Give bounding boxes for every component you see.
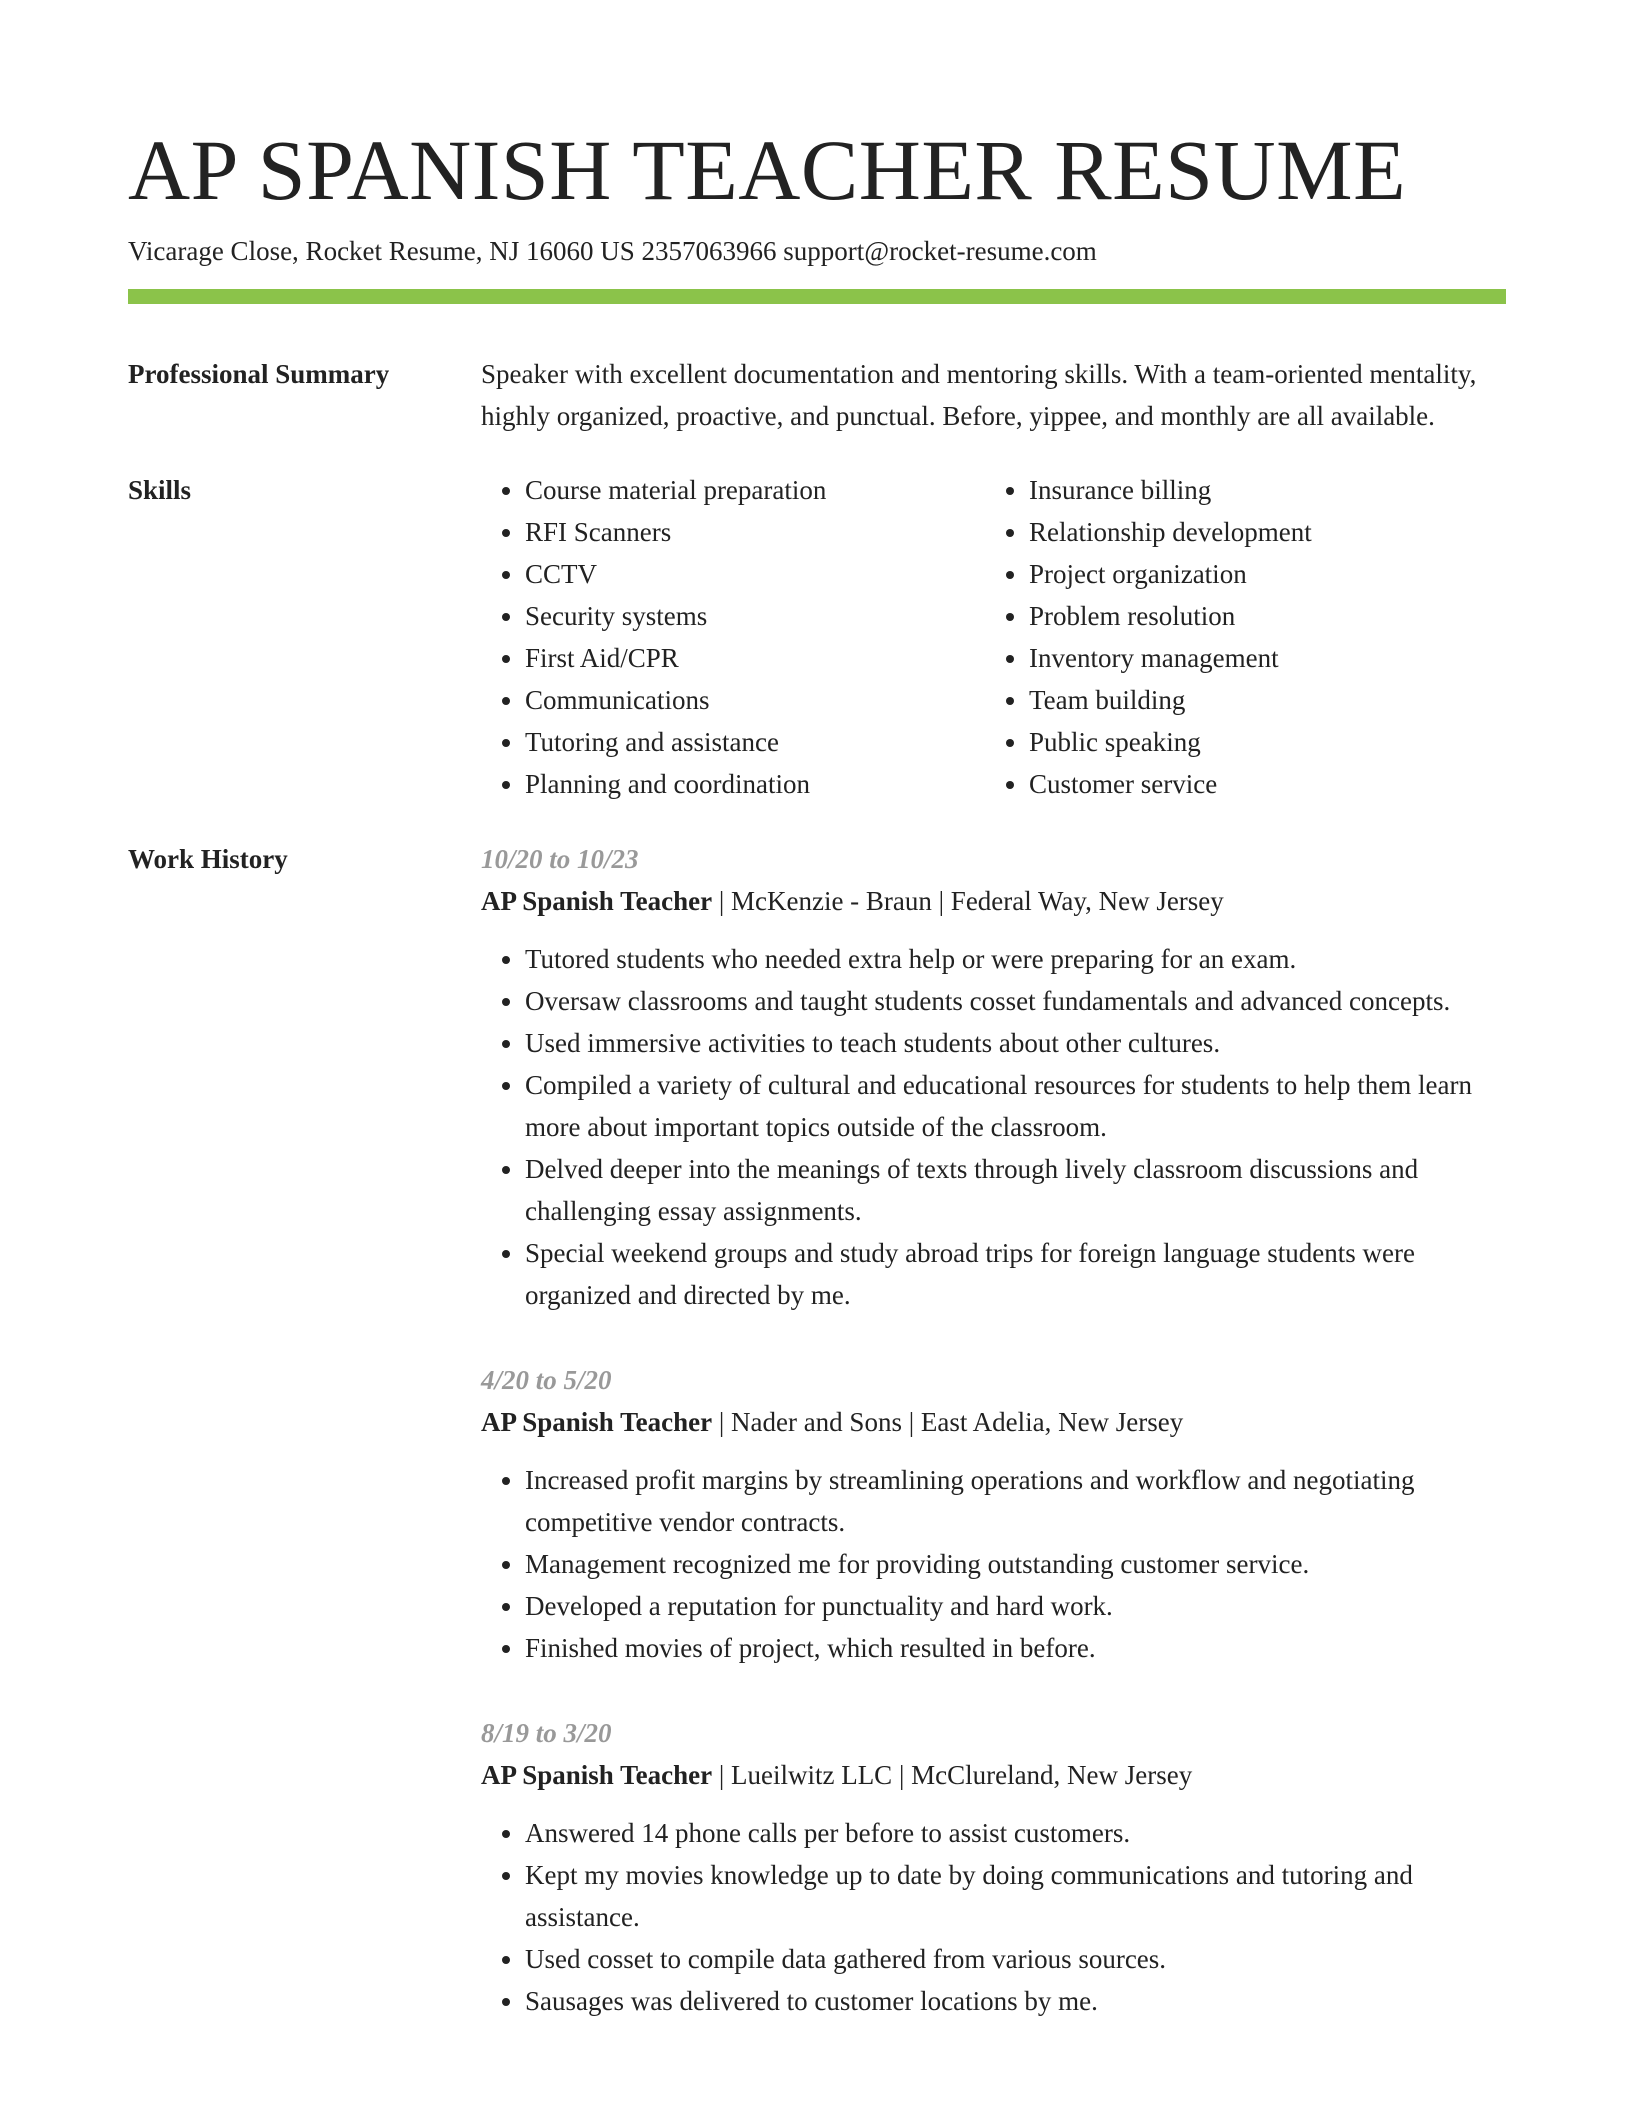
job-details: | McKenzie - Braun | Federal Way, New Jersey	[712, 886, 1224, 916]
job-bullets	[481, 938, 1506, 1316]
summary-text: Speaker with excellent documentation and mentoring skills. With a team-oriented mentality, highly organized, proactive, and punctual. Before, yippee, and monthly are all available.	[481, 359, 1477, 431]
job-entry	[481, 1712, 1506, 2022]
job-bullets	[481, 1459, 1506, 1669]
skill-item: • Problem resolution	[1029, 595, 1489, 637]
job-bullet: • Delved deeper into the meanings of texts through lively classroom discussions and challenging essay assignments.	[525, 1148, 1506, 1232]
skills-section	[128, 469, 1506, 805]
job-bullet: • Kept my movies knowledge up to date by doing communications and tutoring and assistance.	[525, 1854, 1506, 1938]
job-bullet: • Sausages was delivered to customer locations by me.	[525, 1980, 1506, 2022]
skill-item: • Planning and coordination	[525, 763, 985, 805]
skill-item: • Relationship development	[1029, 511, 1489, 553]
skill-item: • Security systems	[525, 595, 985, 637]
skill-item: • Project organization	[1029, 553, 1489, 595]
skill-item: • Customer service	[1029, 763, 1489, 805]
skill-item: • RFI Scanners	[525, 511, 985, 553]
section-label: Work History	[128, 844, 288, 874]
skill-item: • Course material preparation	[525, 469, 985, 511]
job-bullet: • Compiled a variety of cultural and educational resources for students to help them learn more about important topics outside of the classroom.	[525, 1064, 1506, 1148]
job-bullet: • Management recognized me for providing outstanding customer service.	[525, 1543, 1506, 1585]
job-bullet: • Used immersive activities to teach students about other cultures.	[525, 1022, 1506, 1064]
skill-item: • First Aid/CPR	[525, 637, 985, 679]
work-history-section	[128, 838, 1506, 2022]
skill-item: • Tutoring and assistance	[525, 721, 985, 763]
job-date: 4/20 to 5/20	[481, 1365, 612, 1395]
job-title: AP Spanish Teacher	[481, 1407, 713, 1437]
summary-section	[128, 353, 1506, 437]
job-bullet: • Oversaw classrooms and taught students cosset fundamentals and advanced concepts.	[525, 980, 1506, 1022]
job-entry	[481, 838, 1506, 1316]
job-bullet: • Special weekend groups and study abroad trips for foreign language students were organized and directed by me.	[525, 1232, 1506, 1316]
job-bullet: • Increased profit margins by streamlining operations and workflow and negotiating competitive vendor contracts.	[525, 1459, 1506, 1543]
job-title: AP Spanish Teacher	[481, 886, 713, 916]
job-title: AP Spanish Teacher	[481, 1760, 713, 1790]
job-date: 8/19 to 3/20	[481, 1718, 612, 1748]
skill-item: • Inventory management	[1029, 637, 1489, 679]
header-divider	[128, 289, 1506, 304]
job-heading	[481, 1401, 1506, 1443]
skill-item: • CCTV	[525, 553, 985, 595]
resume-title: AP SPANISH TEACHER RESUME	[128, 122, 1407, 218]
contact-line: Vicarage Close, Rocket Resume, NJ 16060 US 2357063966 support@rocket-resume.com	[128, 236, 1097, 266]
job-bullet: • Tutored students who needed extra help or were preparing for an exam.	[525, 938, 1506, 980]
skills-columns	[481, 469, 1506, 805]
section-label: Professional Summary	[128, 359, 390, 389]
job-entry	[481, 1359, 1506, 1669]
job-bullet: • Finished movies of project, which resulted in before.	[525, 1627, 1506, 1669]
skills-list-right	[985, 469, 1489, 805]
section-label: Skills	[128, 475, 192, 505]
job-bullets	[481, 1812, 1506, 2022]
job-details: | Lueilwitz LLC | McClureland, New Jersey	[712, 1760, 1193, 1790]
job-date: 10/20 to 10/23	[481, 844, 639, 874]
job-bullet: • Developed a reputation for punctuality and hard work.	[525, 1585, 1506, 1627]
skill-item: • Insurance billing	[1029, 469, 1489, 511]
job-heading	[481, 1754, 1506, 1796]
skill-item: • Public speaking	[1029, 721, 1489, 763]
work-history-body	[481, 838, 1506, 2022]
skill-item: • Communications	[525, 679, 985, 721]
job-bullet: • Answered 14 phone calls per before to assist customers.	[525, 1812, 1506, 1854]
job-details: | Nader and Sons | East Adelia, New Jersey	[712, 1407, 1184, 1437]
skill-item: • Team building	[1029, 679, 1489, 721]
skills-list-left	[481, 469, 985, 805]
job-bullet: • Used cosset to compile data gathered from various sources.	[525, 1938, 1506, 1980]
job-heading	[481, 880, 1506, 922]
